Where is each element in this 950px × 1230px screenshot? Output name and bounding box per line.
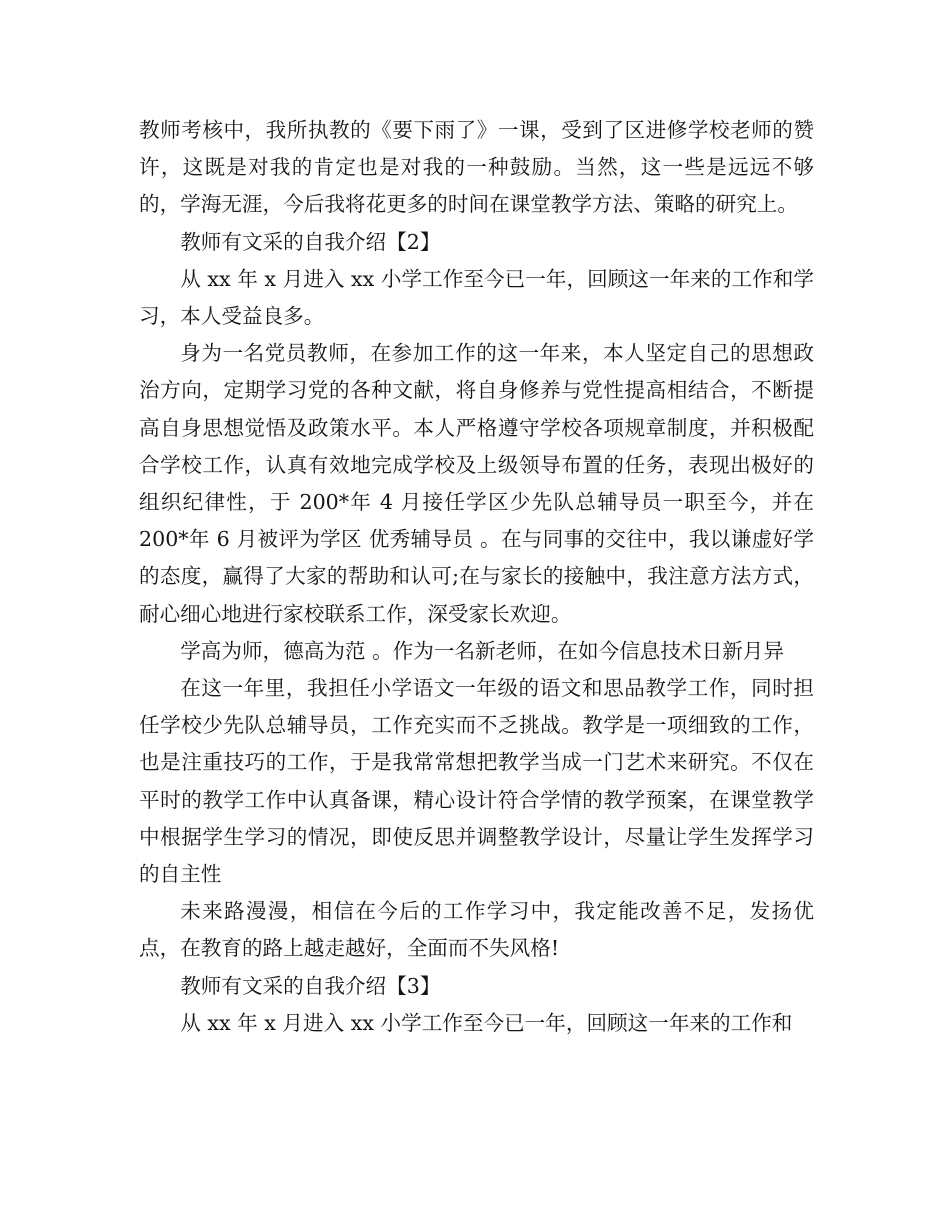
paragraph-motto: 学高为师，德高为范 。作为一名新老师，在如今信息技术日新月异: [180, 638, 784, 663]
paragraph-teaching-work: 在这一年里，我担任小学语文一年级的语文和思品教学工作，同时担任学校少先队总辅导员，工作充实而不乏挑战。教学是一项细致的工作，也是注重技巧的工作，于是我常常想把教学当成一门艺术来研究。不仅在平时的教学工作中认真备课，精心设计符合学情的教学预案，在课堂教学中根据学生学习的情况，即使反思并调整教学设计，尽量让学生发挥学习的自主性: [139, 676, 814, 887]
section-heading-3: 教师有文采的自我介绍【3】: [180, 973, 441, 998]
paragraph-future: 未来路漫漫，相信在今后的工作学习中，我定能改善不足，发扬优点，在教育的路上越走越好，全面而不失风格!: [139, 899, 814, 961]
paragraph-intro-3: 从 xx 年 x 月进入 xx 小学工作至今已一年，回顾这一年来的工作和: [180, 1010, 793, 1035]
document-body: [139, 112, 814, 1042]
paragraph-party-member: 身为一名党员教师，在参加工作的这一年来，本人坚定自己的思想政治方向，定期学习党的各种文献，将自身修养与党性提高相结合，不断提高自身思想觉悟及政策水平。本人严格遵守学校各项规章制度，并积极配合学校工作，认真有效地完成学校及上级领导布置的任务，表现出极好的组织纪律性，于 200*年 4 月接任学区少先队总辅导员一职至今，并在 200*年 6 月被评为学区 优秀辅导员 。在与同事的交往中，我以谦虚好学的态度，赢得了大家的帮助和认可;在与家长的接触中，我注意方法方式，耐心细心地进行家校联系工作，深受家长欢迎。: [139, 341, 814, 626]
paragraph-intro-2: 从 xx 年 x 月进入 xx 小学工作至今已一年，回顾这一年来的工作和学习，本人受益良多。: [139, 266, 814, 329]
section-heading-2: 教师有文采的自我介绍【2】: [180, 229, 441, 254]
paragraph-review-continuation: 教师考核中，我所执教的《要下雨了》一课，受到了区进修学校老师的赞许，这既是对我的肯定也是对我的一种鼓励。当然，这一些是远远不够的，学海无涯，今后我将花更多的时间在课堂教学方法、策略的研究上。: [139, 118, 814, 217]
